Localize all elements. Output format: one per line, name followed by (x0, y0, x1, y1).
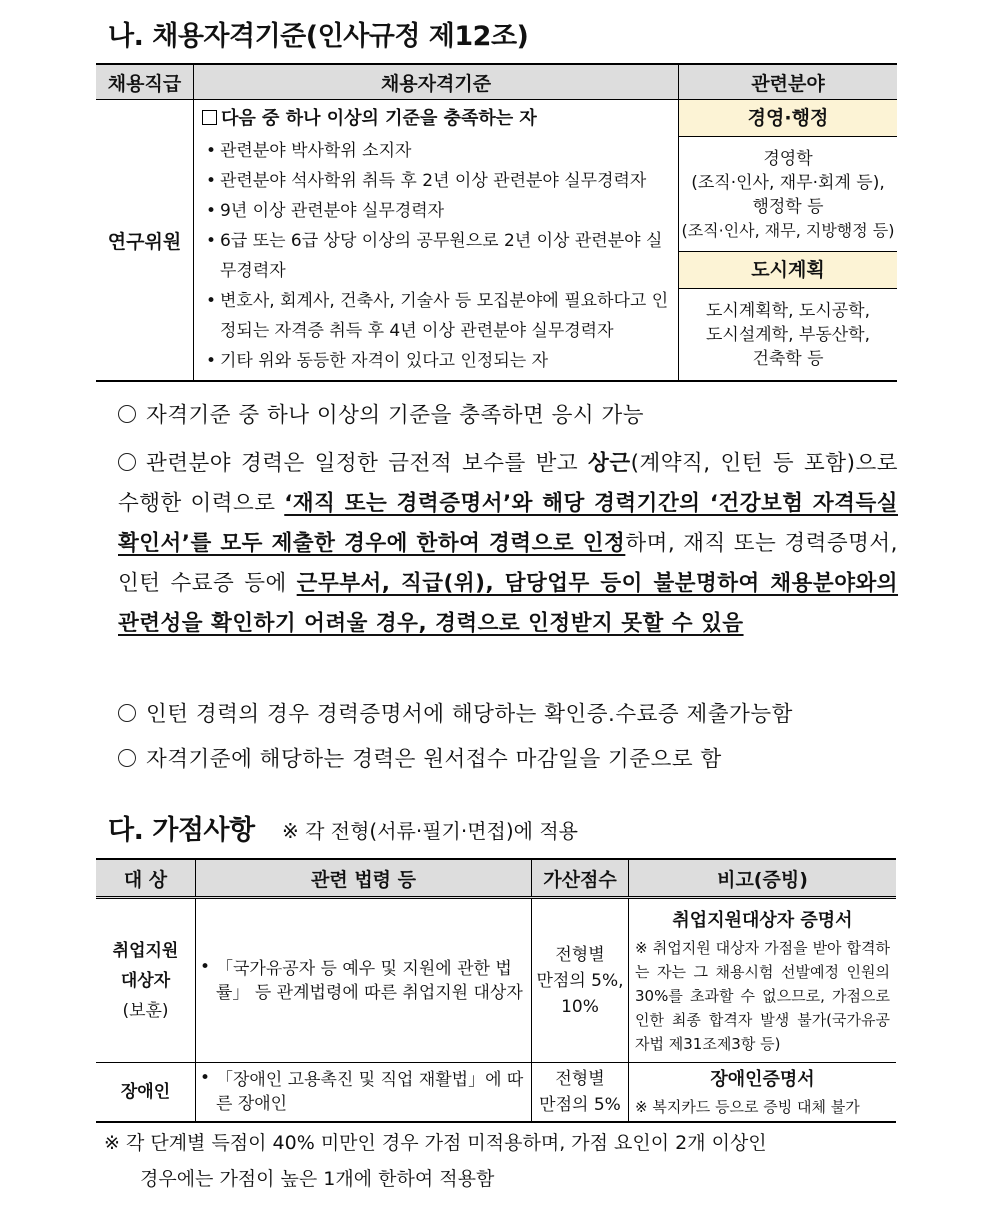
header-note: 비고(증빙) (629, 859, 897, 898)
field-line: 도시설계학, 부동산학, (705, 325, 870, 345)
note-text: 인턴 경력의 경우 경력증명서에 해당하는 확인증.수료증 제출가능함 (146, 702, 793, 727)
footnote-line: 경우에는 가점이 높은 1개에 한하여 적용함 (140, 1168, 495, 1190)
section1-title: 나. 채용자격기준(인사규정 제12조) (108, 21, 529, 52)
list-item: • 9년 이상 관련분야 실무경력자 (206, 196, 678, 226)
points-cell (532, 898, 629, 1063)
note-4 (118, 742, 898, 773)
target-cell (96, 898, 196, 1063)
circle-bullet-icon (118, 749, 136, 767)
circle-bullet-icon (118, 704, 136, 722)
note-text: (계약직, 인턴 등 포함)으로 수행한 이력으로 (118, 451, 898, 516)
circle-bullet-icon (118, 405, 136, 423)
note-bold: 상근 (588, 451, 631, 476)
note-underlined: ‘재직 또는 경력증명서’와 해당 경력기간의 ‘건강보험 자격득실확인서’를 모두 제출한 경우에 한하여 경력으로 인정 (118, 491, 898, 556)
table-row (96, 100, 897, 382)
list-item: • 기타 위와 동등한 자격이 있다고 인정되는 자 (206, 346, 678, 376)
field-cell (679, 100, 898, 382)
qualification-table (96, 63, 897, 382)
law-text: 「장애인 고용촉진 및 직업 재활법」에 따른 장애인 (216, 1070, 524, 1114)
note-text: 자격기준 중 하나 이상의 기준을 충족하면 응시 가능 (146, 403, 644, 428)
field-line: 건축학 등 (752, 349, 824, 369)
note-text: 자격기준에 해당하는 경력은 원서접수 마감일을 기준으로 함 (146, 747, 722, 772)
list-item: • 변호사, 회계사, 건축사, 기술사 등 모집분야에 필요하다고 인정되는 자격증 취득 후 4년 이상 관련분야 실무경력자 (206, 286, 678, 346)
header-law: 관련 법령 등 (196, 859, 532, 898)
criteria-list (202, 136, 678, 376)
note-cell (629, 1063, 897, 1123)
field-line: (조직·인사, 재무, 지방행정 등) (681, 221, 895, 240)
list-item: • 관련분야 박사학위 소지자 (206, 136, 678, 166)
field-name-admin: 경영·행정 (679, 100, 897, 137)
target-line: 취업지원 (112, 940, 179, 961)
field-line: 행정학 등 (752, 197, 824, 217)
table-header-row (96, 859, 896, 898)
position-cell: 연구위원 (96, 100, 194, 382)
law-text: 「국가유공자 등 예우 및 지원에 관한 법률」 등 관계법령에 따른 취업지원 대상자 (216, 958, 523, 1003)
note-head: 취업지원대상자 증명서 (672, 909, 853, 931)
points-line: 만점의 5%, (536, 970, 624, 991)
note-text: 하며, 재직 또는 경력증명서, 인턴 수료증 등에 (118, 531, 899, 596)
section2-subtitle: ※ 각 전형(서류·필기·면접)에 적용 (282, 819, 578, 843)
header-field: 관련분야 (679, 64, 898, 100)
header-criteria: 채용자격기준 (194, 64, 679, 100)
header-points: 가산점수 (532, 859, 629, 898)
points-line: 전형별 (555, 1069, 605, 1089)
bonus-table (96, 858, 896, 1123)
list-item: • 관련분야 석사학위 취득 후 2년 이상 관련분야 실무경력자 (206, 166, 678, 196)
target-line: 대상자 (120, 970, 171, 991)
criteria-cell (194, 100, 679, 382)
criteria-head-text: 다음 중 하나 이상의 기준을 충족하는 자 (221, 108, 537, 129)
field-line: 도시계획학, 도시공학, (705, 301, 870, 321)
table-header-row (96, 64, 897, 100)
checkbox-icon (202, 110, 217, 125)
note-text: 관련분야 경력은 일정한 금전적 보수를 받고 (146, 451, 589, 476)
target-line: 장애인 (120, 1082, 171, 1102)
footnote-line: ※ 각 단계별 득점이 40% 미만인 경우 가점 미적용하며, 가점 요인이 2개 이상인 (104, 1132, 767, 1154)
circle-bullet-icon (118, 453, 136, 471)
note-body: ※ 취업지원 대상자 가점을 받아 합격하는 자는 그 채용시험 선발예정 인원의 30%를 초과할 수 없으므로, 가점으로 인한 최종 합격자 발생 불가(국가유공자법 제31조제3항 등) (635, 938, 890, 1053)
points-line: 10% (561, 996, 599, 1017)
law-cell (196, 1063, 532, 1123)
points-cell (532, 1063, 629, 1123)
note-body: ※ 복지카드 등으로 증빙 대체 불가 (635, 1098, 860, 1116)
field-line: 경영학 (763, 149, 813, 169)
points-line: 전형별 (555, 944, 605, 965)
note-head: 장애인증명서 (710, 1069, 815, 1090)
field-desc-admin (679, 137, 897, 251)
field-desc-urban (679, 289, 897, 379)
list-item: • 6급 또는 6급 상당 이상의 공무원으로 2년 이상 관련분야 실무경력자 (206, 226, 678, 286)
points-line: 만점의 5% (539, 1095, 621, 1115)
note-1 (118, 398, 898, 429)
bullet-icon: • (200, 1068, 211, 1088)
note-cell (629, 898, 897, 1063)
note-2 (118, 444, 898, 644)
footnote (104, 1125, 904, 1197)
criteria-head (202, 104, 678, 130)
law-cell (196, 898, 532, 1063)
target-sub: (보훈) (122, 1000, 169, 1021)
table-row (96, 898, 896, 1063)
note-underlined: 근무부서, 직급(위), 담당업무 등이 불분명하여 채용분야와의 관련성을 확인하기 어려울 경우, 경력으로 인정받지 못할 수 있음 (118, 571, 899, 636)
section2-title: 다. 가점사항 (108, 815, 255, 846)
bullet-icon: • (200, 956, 211, 977)
field-line: (조직·인사, 재무·회계 등), (691, 173, 885, 193)
note-3 (118, 697, 898, 728)
target-cell (96, 1063, 196, 1123)
field-name-urban: 도시계획 (679, 251, 897, 289)
header-position: 채용직급 (96, 64, 194, 100)
table-row (96, 1063, 896, 1123)
header-target: 대 상 (96, 859, 196, 898)
